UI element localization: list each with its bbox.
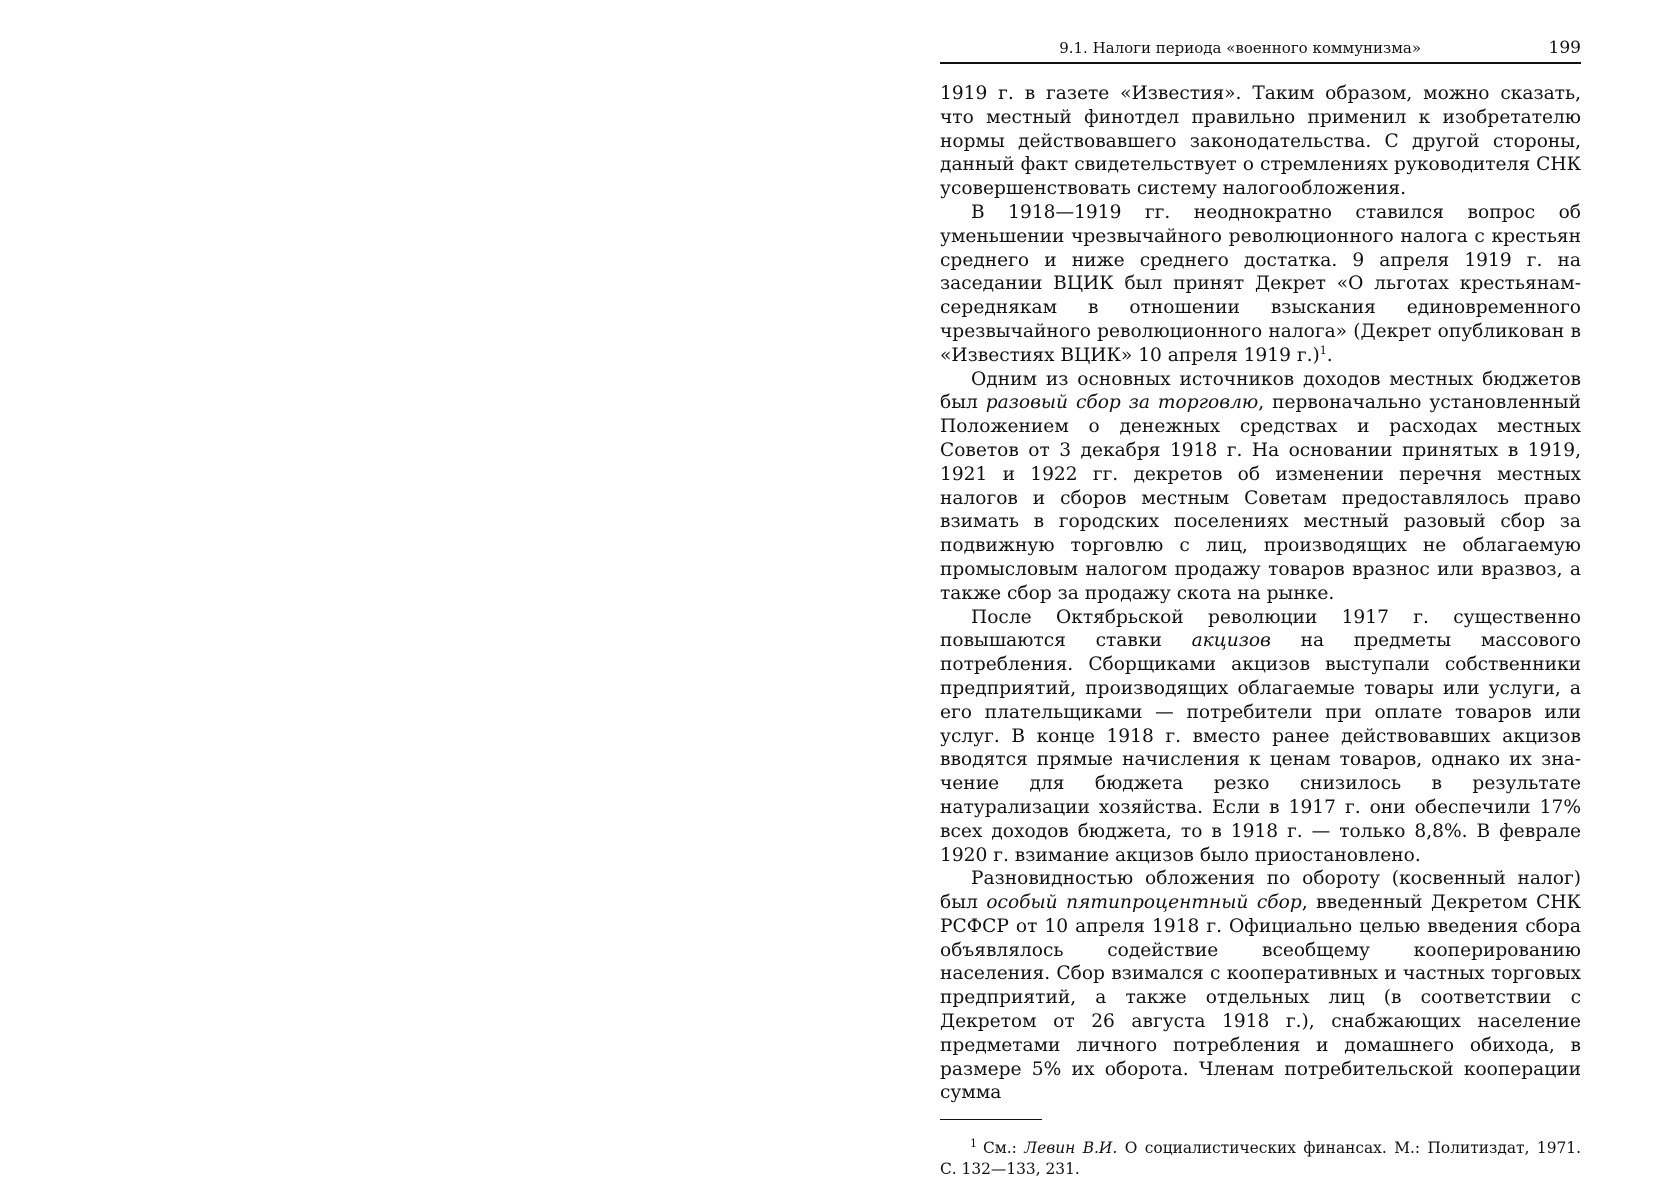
paragraph-4-emphasis: акцизов [1191, 630, 1271, 652]
footnote-text: О социалистических финансах. М.: Политиздат, 1971. С. 132—133, 231. [940, 1139, 1581, 1179]
footnote-number: 1 [970, 1137, 977, 1151]
paragraph-2-end: . [1326, 344, 1333, 366]
footnote-author: Левин В.И. [1024, 1139, 1118, 1158]
paragraph-4-start: После Октябрьской революции 1917 г. существенно повышаются ставки [940, 606, 1581, 652]
paragraph-4 [940, 606, 1581, 868]
paragraph-5-emphasis: особый пятипроцентный сбор [986, 892, 1302, 914]
running-header [940, 36, 1581, 64]
footnote [940, 1138, 1581, 1180]
paragraph-3-start: Одним из основных источников доходов местных бюджетов был [940, 368, 1581, 414]
paragraph-1-text: 1919 г. в газете «Известия». Таким образом, можно сказать, что местный финотдел правильно применил к изобретателю нормы действовавшего законодательства. С другой стороны, данный факт свидетельствует о стремлениях руководителя СНК усовершенствовать систему налогообложения. [940, 83, 1581, 200]
paragraph-5-start: Разновидностью обложения по обороту (косвенный налог) был [940, 868, 1581, 914]
paragraph-3-rest: , первоначально установленный Положением о денежных средствах и расходах местных Советов от 3 декабря 1918 г. На основании принятых в 1919, 1921 и 1922 гг. декретов об изменении перечня местных налогов и сборов местным Советам предоставлялось право взимать в городских поселениях местный разовый сбор за подвижную торговлю с лиц, производящих не облагаемую промысловым налогом продажу товаров вразнос или вразвоз, а также сбор за продажу скота на рынке. [940, 392, 1581, 604]
paragraph-2 [940, 201, 1581, 368]
paragraph-5-rest: , введенный Декретом СНК РСФСР от 10 апреля 1918 г. Официально целью введения сбора объявлялось содействие всеобщему кооперированию населения. Сбор взимался с кооперативных и частных торговых предприятий, а также отдельных лиц (в соответствии с Декретом от 26 августа 1918 г.), снабжающих население предметами личного потребления и домашнего обихода, в размере 5% их оборота. Членам потребительской кооперации сумма [940, 892, 1582, 1104]
paragraph-2-text: В 1918—1919 гг. неоднократно ставился вопрос об уменьшении чрезвычайного революционного налога с крестьян среднего и ниже среднего достатка. 9 апреля 1919 г. на заседании ВЦИК был принят Декрет «О льготах крестьянам-середнякам в отношении взыскания единовременного чрезвычайного революционного налога» (Декрет опубликован в «Известиях ВЦИК» 10 апреля 1919 г.) [940, 201, 1581, 366]
paragraph-3 [940, 368, 1581, 606]
page-number: 199 [1548, 38, 1581, 58]
paragraph-4-rest: на предметы массового потребления. Сборщиками акцизов выступали собственники предприятий, производящих облагаемые товары или услуги, а его плательщиками — потребители при оплате товаров или услуг. В конце 1918 г. вместо ранее действовавших акцизов вводятся прямые начисления к ценам товаров, однако их значение для бюджета резко снизилось в результате натурализации хозяйства. Если в 1917 г. они обеспечили 17% всех доходов бюджета, то в 1918 г. — только 8,8%. В феврале 1920 г. взимание акцизов было приостановлено. [940, 630, 1581, 866]
paragraph-1 [940, 82, 1581, 201]
footnote-reference[interactable]: 1 [1319, 343, 1327, 357]
main-text [940, 82, 1581, 1105]
book-page [940, 36, 1581, 1180]
footnote-divider [940, 1119, 1042, 1120]
section-title: 9.1. Налоги периода «военного коммунизма» [1059, 39, 1421, 57]
paragraph-5 [940, 867, 1581, 1105]
paragraph-3-emphasis: разовый сбор за торговлю [985, 392, 1259, 414]
footnote-prefix: См.: [983, 1139, 1025, 1158]
